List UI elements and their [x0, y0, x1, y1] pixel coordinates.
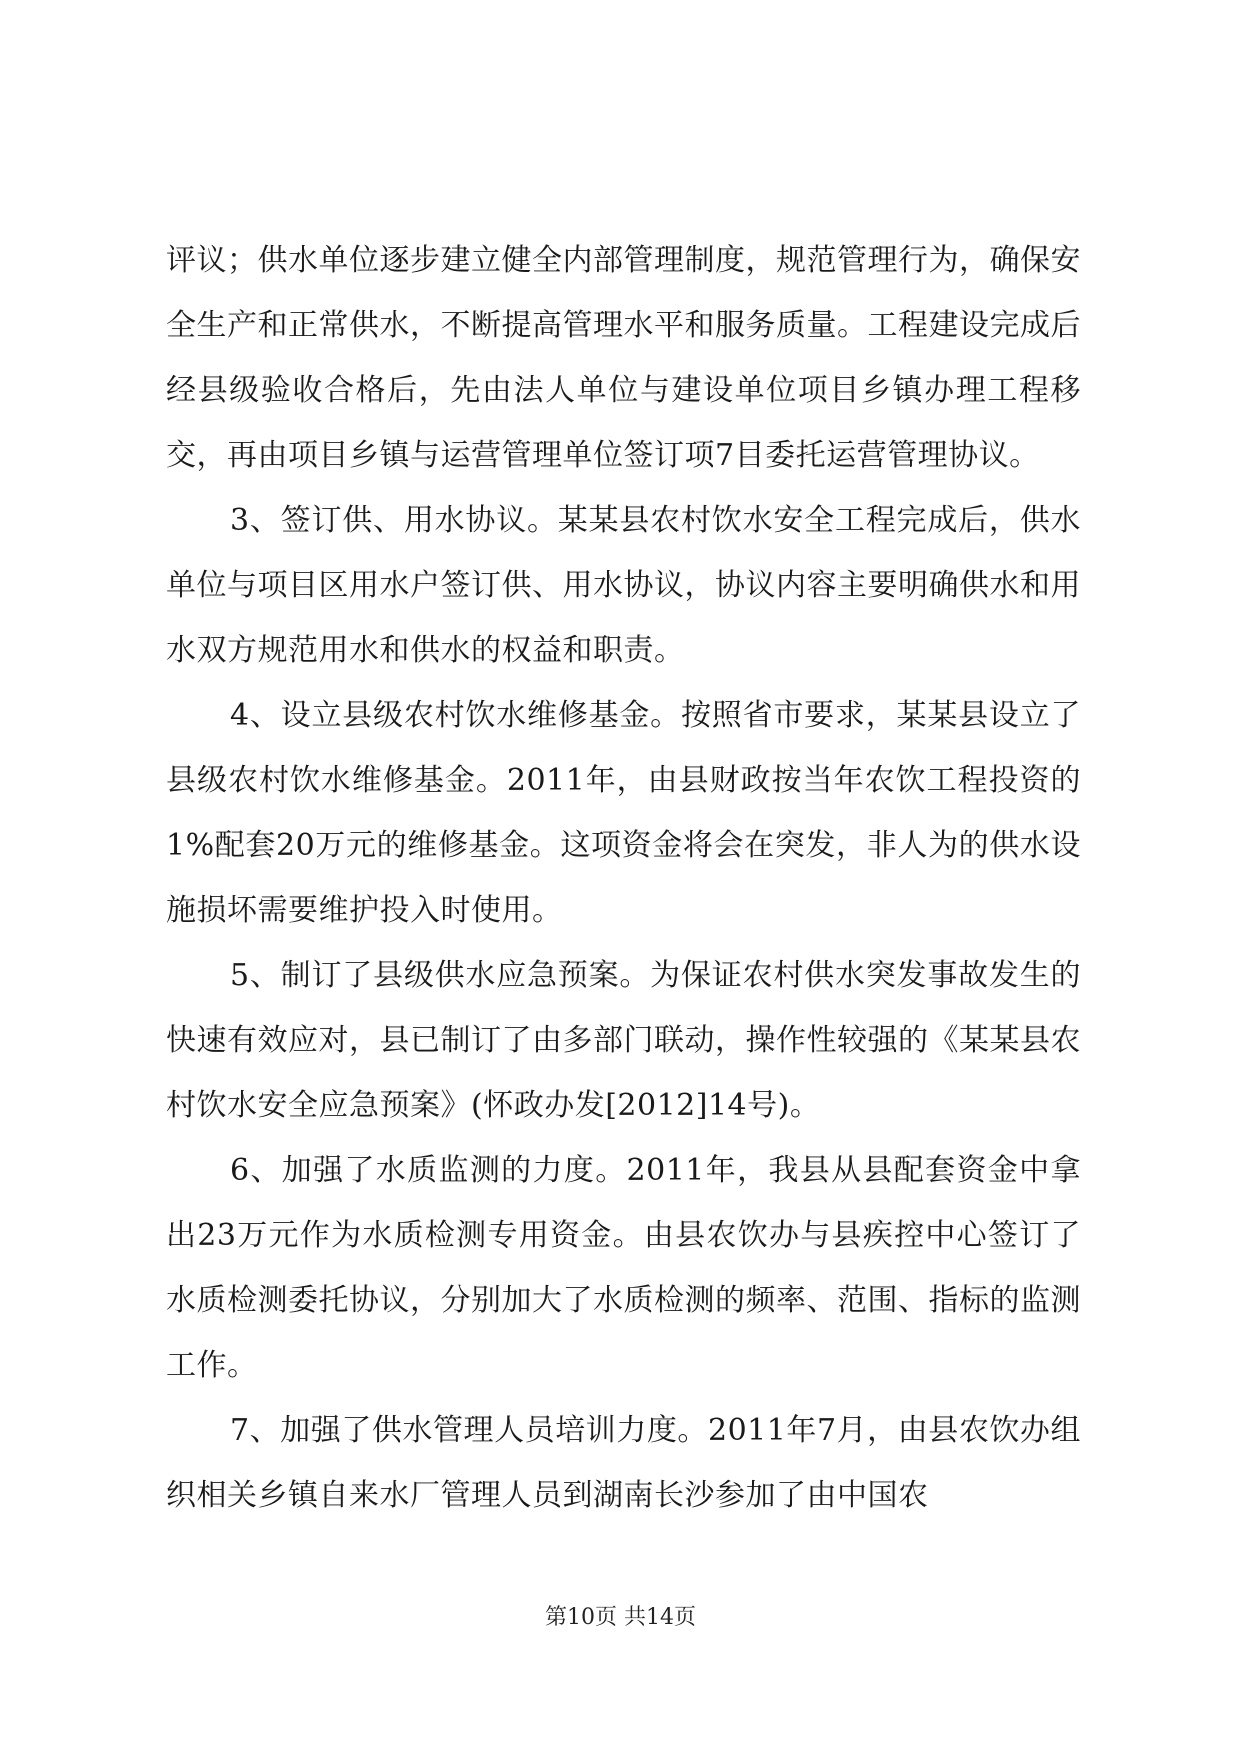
- paragraph-item-7: 7、加强了供水管理人员培训力度。2011年7月，由县农饮办组织相关乡镇自来水厂管理人员到湖南长沙参加了由中国农: [166, 1413, 1081, 1513]
- page-number-label: 第10页 共14页: [545, 1605, 696, 1630]
- paragraph-item-4: 4、设立县级农村饮水维修基金。按照省市要求，某某县设立了县级农村饮水维修基金。2011年，由县财政按当年农饮工程投资的1%配套20万元的维修基金。这项资金将会在突发，非人为的供水设施损坏需要维护投入时使用。: [166, 698, 1081, 928]
- paragraph-continuation: 评议；供水单位逐步建立健全内部管理制度，规范管理行为，确保安全生产和正常供水，不断提高管理水平和服务质量。工程建设完成后经县级验收合格后，先由法人单位与建设单位项目乡镇办理工程移交，再由项目乡镇与运营管理单位签订项7目委托运营管理协议。: [166, 243, 1081, 473]
- paragraph-item-6: 6、加强了水质监测的力度。2011年，我县从县配套资金中拿出23万元作为水质检测专用资金。由县农饮办与县疾控中心签订了水质检测委托协议，分别加大了水质检测的频率、范围、指标的监测工作。: [166, 1153, 1081, 1383]
- page-footer: [0, 1603, 1241, 1633]
- paragraph-item-5: 5、制订了县级供水应急预案。为保证农村供水突发事故发生的快速有效应对，县已制订了由多部门联动，操作性较强的《某某县农村饮水安全应急预案》(怀政办发[2012]14号)。: [166, 958, 1081, 1123]
- paragraph-item-3: 3、签订供、用水协议。某某县农村饮水安全工程完成后，供水单位与项目区用水户签订供、用水协议，协议内容主要明确供水和用水双方规范用水和供水的权益和职责。: [166, 503, 1081, 668]
- document-body: [166, 228, 1081, 1528]
